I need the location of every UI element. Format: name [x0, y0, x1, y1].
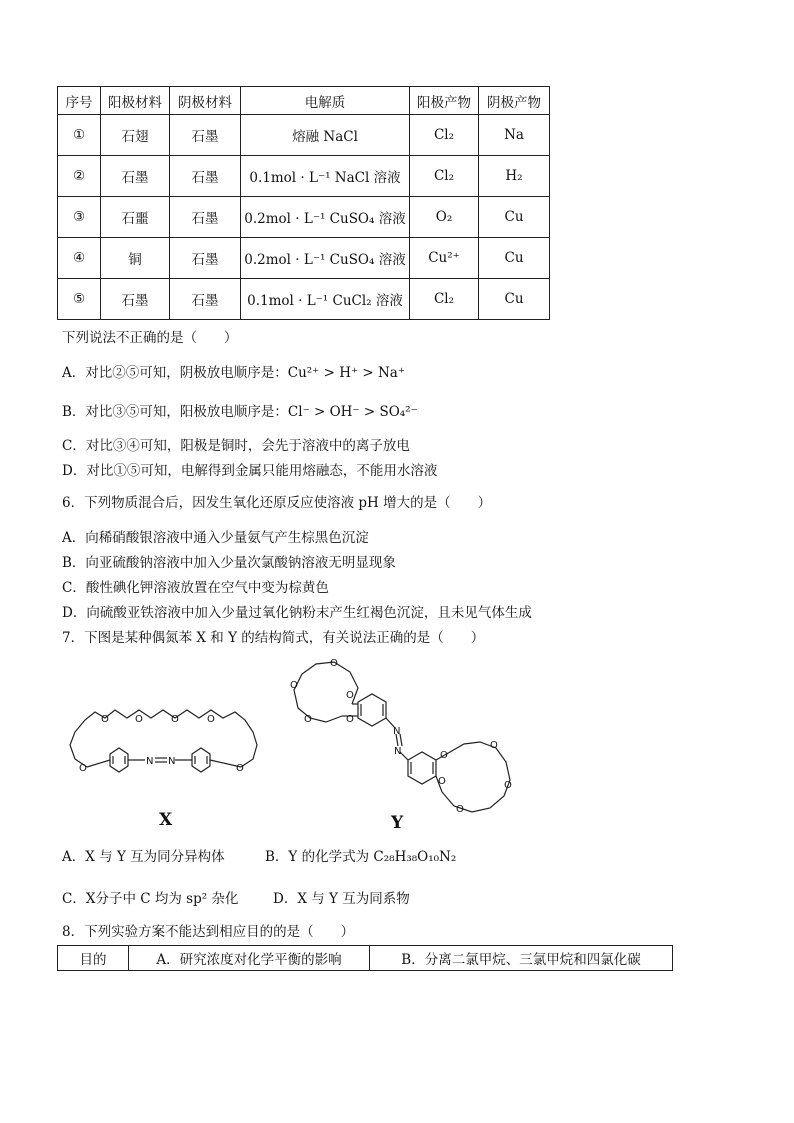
header-cell: 阴极材料 [170, 87, 241, 115]
cell-anode-product: Cl₂ [410, 115, 479, 156]
y-atom-o: O [456, 804, 464, 815]
y-atom-o: O [440, 750, 448, 761]
cell-no: ① [58, 115, 101, 156]
y-atom-n: N [393, 726, 401, 737]
q8-prompt: 8．下列实验方案不能达到相应目的的是（ ） [62, 924, 355, 940]
purpose-header: 目的 [58, 946, 129, 971]
q5-option-c: C．对比③④可知，阳极是铜时，会先于溶液中的离子放电 [62, 438, 410, 454]
electrolysis-table [57, 86, 550, 320]
label-x: X [159, 810, 173, 830]
table-row [58, 946, 673, 971]
cell-cathode-product: Cu [479, 238, 550, 279]
q7-option-a: A．X 与 Y 互为同分异构体 [62, 849, 225, 865]
cell-no: ② [58, 156, 101, 197]
cell-electrolyte: 0.2mol · L⁻¹ CuSO₄ 溶液 [241, 197, 410, 238]
cell-anode: 石噩 [101, 197, 170, 238]
cell-cathode-product: Cu [479, 279, 550, 320]
cell-electrolyte: 0.2mol · L⁻¹ CuSO₄ 溶液 [241, 238, 410, 279]
cell-anode: 铜 [101, 238, 170, 279]
q7-option-d: D．X 与 Y 互为同系物 [273, 891, 410, 907]
header-cell: 阴极产物 [479, 87, 550, 115]
cell-cathode: 石墨 [170, 156, 241, 197]
cell-electrolyte: 0.1mol · L⁻¹ NaCl 溶液 [241, 156, 410, 197]
x-atom-n: N [168, 756, 176, 767]
cell-anode-product: Cu²⁺ [410, 238, 479, 279]
q6-option-c: C．酸性碘化钾溶液放置在空气中变为棕黄色 [62, 580, 329, 596]
header-cell: 序号 [58, 87, 101, 115]
cell-cathode: 石墨 [170, 115, 241, 156]
q5-option-b: B．对比③⑤可知，阳极放电顺序是：Cl⁻ > OH⁻ > SO₄²⁻ [62, 404, 418, 420]
header-cell: 阳极产物 [410, 87, 479, 115]
header-cell: 电解质 [241, 87, 410, 115]
q5-option-d: D．对比①⑤可知，电解得到金属只能用熔融态，不能用水溶液 [62, 463, 438, 479]
purpose-a: A．研究浓度对化学平衡的影响 [129, 946, 370, 971]
q6-option-a: A．向稀硝酸银溶液中通入少量氨气产生棕黑色沉淀 [62, 530, 369, 546]
x-atom-o: O [207, 714, 215, 725]
y-atom-o: O [346, 690, 354, 701]
y-atom-o: O [330, 658, 338, 669]
experiment-table [57, 945, 673, 971]
purpose-b: B．分离二氯甲烷、三氯甲烷和四氯化碳 [370, 946, 673, 971]
q7-option-b: B．Y 的化学式为 C₂₈H₃₈O₁₀N₂ [265, 849, 457, 865]
y-atom-o: O [304, 714, 312, 725]
cell-cathode: 石墨 [170, 238, 241, 279]
table-row [58, 279, 550, 320]
table-row [58, 238, 550, 279]
q5-option-a: A．对比②⑤可知，阴极放电顺序是：Cu²⁺ > H⁺ > Na⁺ [62, 365, 405, 381]
q6-option-d: D．向硫酸亚铁溶液中加入少量过氧化钠粉末产生红褐色沉淀，且未见气体生成 [62, 605, 532, 621]
label-y: Y [391, 813, 404, 833]
cell-cathode-product: H₂ [479, 156, 550, 197]
cell-anode-product: Cl₂ [410, 279, 479, 320]
q5-prompt: 下列说法不正确的是（ ） [62, 330, 238, 346]
cell-anode-product: Cl₂ [410, 156, 479, 197]
y-atom-o: O [290, 680, 298, 691]
y-atom-o: O [438, 776, 446, 787]
y-atom-o: O [346, 714, 354, 725]
q6-prompt: 6．下列物质混合后，因发生氧化还原反应使溶液 pH 增大的是（ ） [62, 495, 492, 511]
cell-cathode: 石墨 [170, 279, 241, 320]
cell-cathode-product: Cu [479, 197, 550, 238]
structure-x [55, 690, 270, 790]
cell-no: ④ [58, 238, 101, 279]
structure-y [280, 652, 520, 822]
cell-anode: 石墨 [101, 279, 170, 320]
x-atom-o: O [171, 714, 179, 725]
x-atom-o: O [101, 714, 109, 725]
y-atom-o: O [490, 740, 498, 751]
x-atom-n: N [146, 756, 154, 767]
x-atom-o: O [79, 763, 87, 774]
cell-no: ③ [58, 197, 101, 238]
table-row [58, 197, 550, 238]
cell-anode: 石翅 [101, 115, 170, 156]
cell-electrolyte: 0.1mol · L⁻¹ CuCl₂ 溶液 [241, 279, 410, 320]
q7-prompt: 7．下图是某种偶氮苯 X 和 Y 的结构简式，有关说法正确的是（ ） [62, 630, 485, 646]
cell-anode-product: O₂ [410, 197, 479, 238]
cell-no: ⑤ [58, 279, 101, 320]
cell-cathode: 石墨 [170, 197, 241, 238]
cell-electrolyte: 熔融 NaCl [241, 115, 410, 156]
table-row [58, 156, 550, 197]
x-atom-o: O [135, 714, 143, 725]
q6-option-b: B．向亚硫酸钠溶液中加入少量次氯酸钠溶液无明显现象 [62, 555, 396, 571]
cell-anode: 石墨 [101, 156, 170, 197]
table-row [58, 115, 550, 156]
x-atom-o: O [236, 763, 244, 774]
header-cell: 阳极材料 [101, 87, 170, 115]
y-atom-n: N [394, 746, 402, 757]
q7-option-c: C．X分子中 C 均为 sp² 杂化 [62, 891, 239, 907]
y-atom-o: O [504, 780, 512, 791]
table-header-row [58, 87, 550, 115]
cell-cathode-product: Na [479, 115, 550, 156]
